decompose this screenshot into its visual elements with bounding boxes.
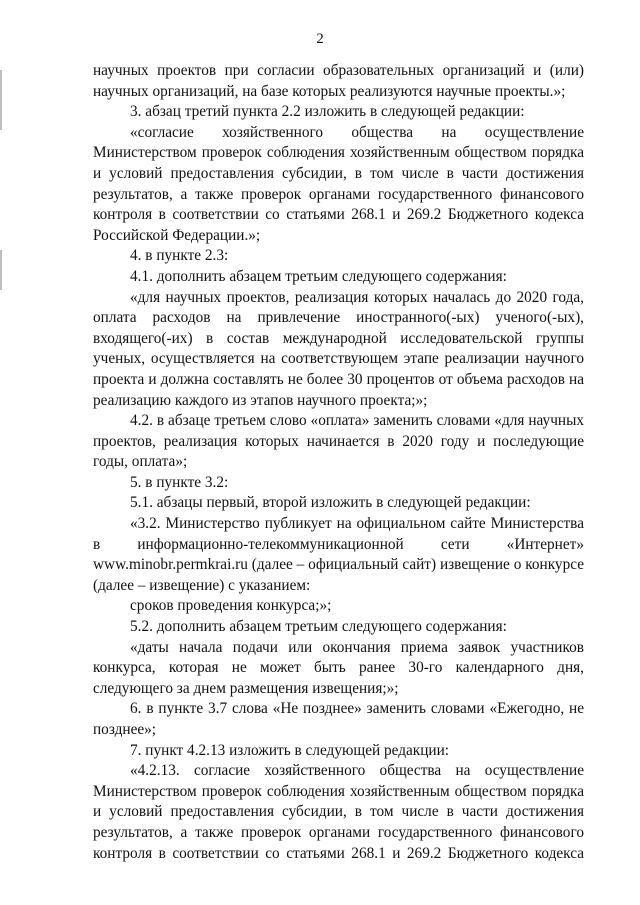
paragraph: «согласие хозяйственного общества на осуществление Министерством проверок соблюдения хозяйственным обществом порядка и условий предоставления субсидии, в том числе в части достижения результатов, а также проверок органами государственного финансового контроля в соответствии со статьями 268.1 и 269.2 Бюджетного кодекса Российской Федерации.»;: [93, 123, 584, 244]
paragraph: сроков проведения конкурса;»;: [130, 597, 332, 615]
paragraph: 3. абзац третий пункта 2.2 изложить в следующей редакции:: [130, 103, 525, 121]
page-number: 2: [316, 31, 324, 47]
paragraph: 5.2. дополнить абзацем третьим следующего содержания:: [130, 618, 507, 636]
paragraph: 5. в пункте 3.2:: [130, 473, 229, 491]
paragraph: 7. пункт 4.2.13 изложить в следующей редакции:: [130, 741, 450, 759]
scan-edge-mark: [0, 70, 2, 130]
paragraph: 4.2. в абзаце третьем слово «оплата» заменить словами «для научных проектов, реализация которых начинается в 2020 году и последующие годы, оплата»;: [93, 412, 584, 471]
scan-edge-mark: [0, 250, 2, 290]
paragraph: «3.2. Министерство публикует на официальном сайте Министерства в информационно-телекоммуникационной сети «Интернет» www.minobr.permkrai.ru (далее – официальный сайт) извещение о конкурсе (далее – извещение) с указанием:: [93, 515, 584, 594]
paragraph: 4.1. дополнить абзацем третьим следующего содержания:: [130, 267, 507, 285]
paragraph: 5.1. абзацы первый, второй изложить в следующей редакции:: [130, 494, 531, 512]
paragraph: «даты начала подачи или окончания приема заявок участников конкурса, которая не может быть ранее 30-го календарного дня, следующего за днем размещения извещения;»;: [93, 638, 584, 697]
paragraph: 4. в пункте 2.3:: [130, 247, 229, 265]
paragraph: научных проектов при согласии образовательных организаций и (или) научных организаций, на базе которых реализуются научные проекты.»;: [93, 62, 584, 100]
paragraph: «для научных проектов, реализация которых началась до 2020 года, оплата расходов на привлечение иностранного(-ых) ученого(-ых), входящего(-их) в состав международной исследовательской группы ученых, осуществляется на соответствующем этапе реализации научного проекта и должна составлять не более 30 процентов от объема расходов на реализацию каждого из этапов научного проекта;»;: [93, 288, 584, 409]
paragraph: 6. в пункте 3.7 слова «Не позднее» заменить словами «Ежегодно, не позднее»;: [93, 700, 584, 738]
paragraph: «4.2.13. согласие хозяйственного общества на осуществление Министерством проверок соблюдения хозяйственным обществом порядка и условий предоставления субсидии, в том числе в части достижения результатов, а также проверок органами государственного финансового контроля в соответствии со статьями 268.1 и 269.2 Бюджетного кодекса: [93, 762, 584, 862]
document-body: [93, 61, 584, 864]
